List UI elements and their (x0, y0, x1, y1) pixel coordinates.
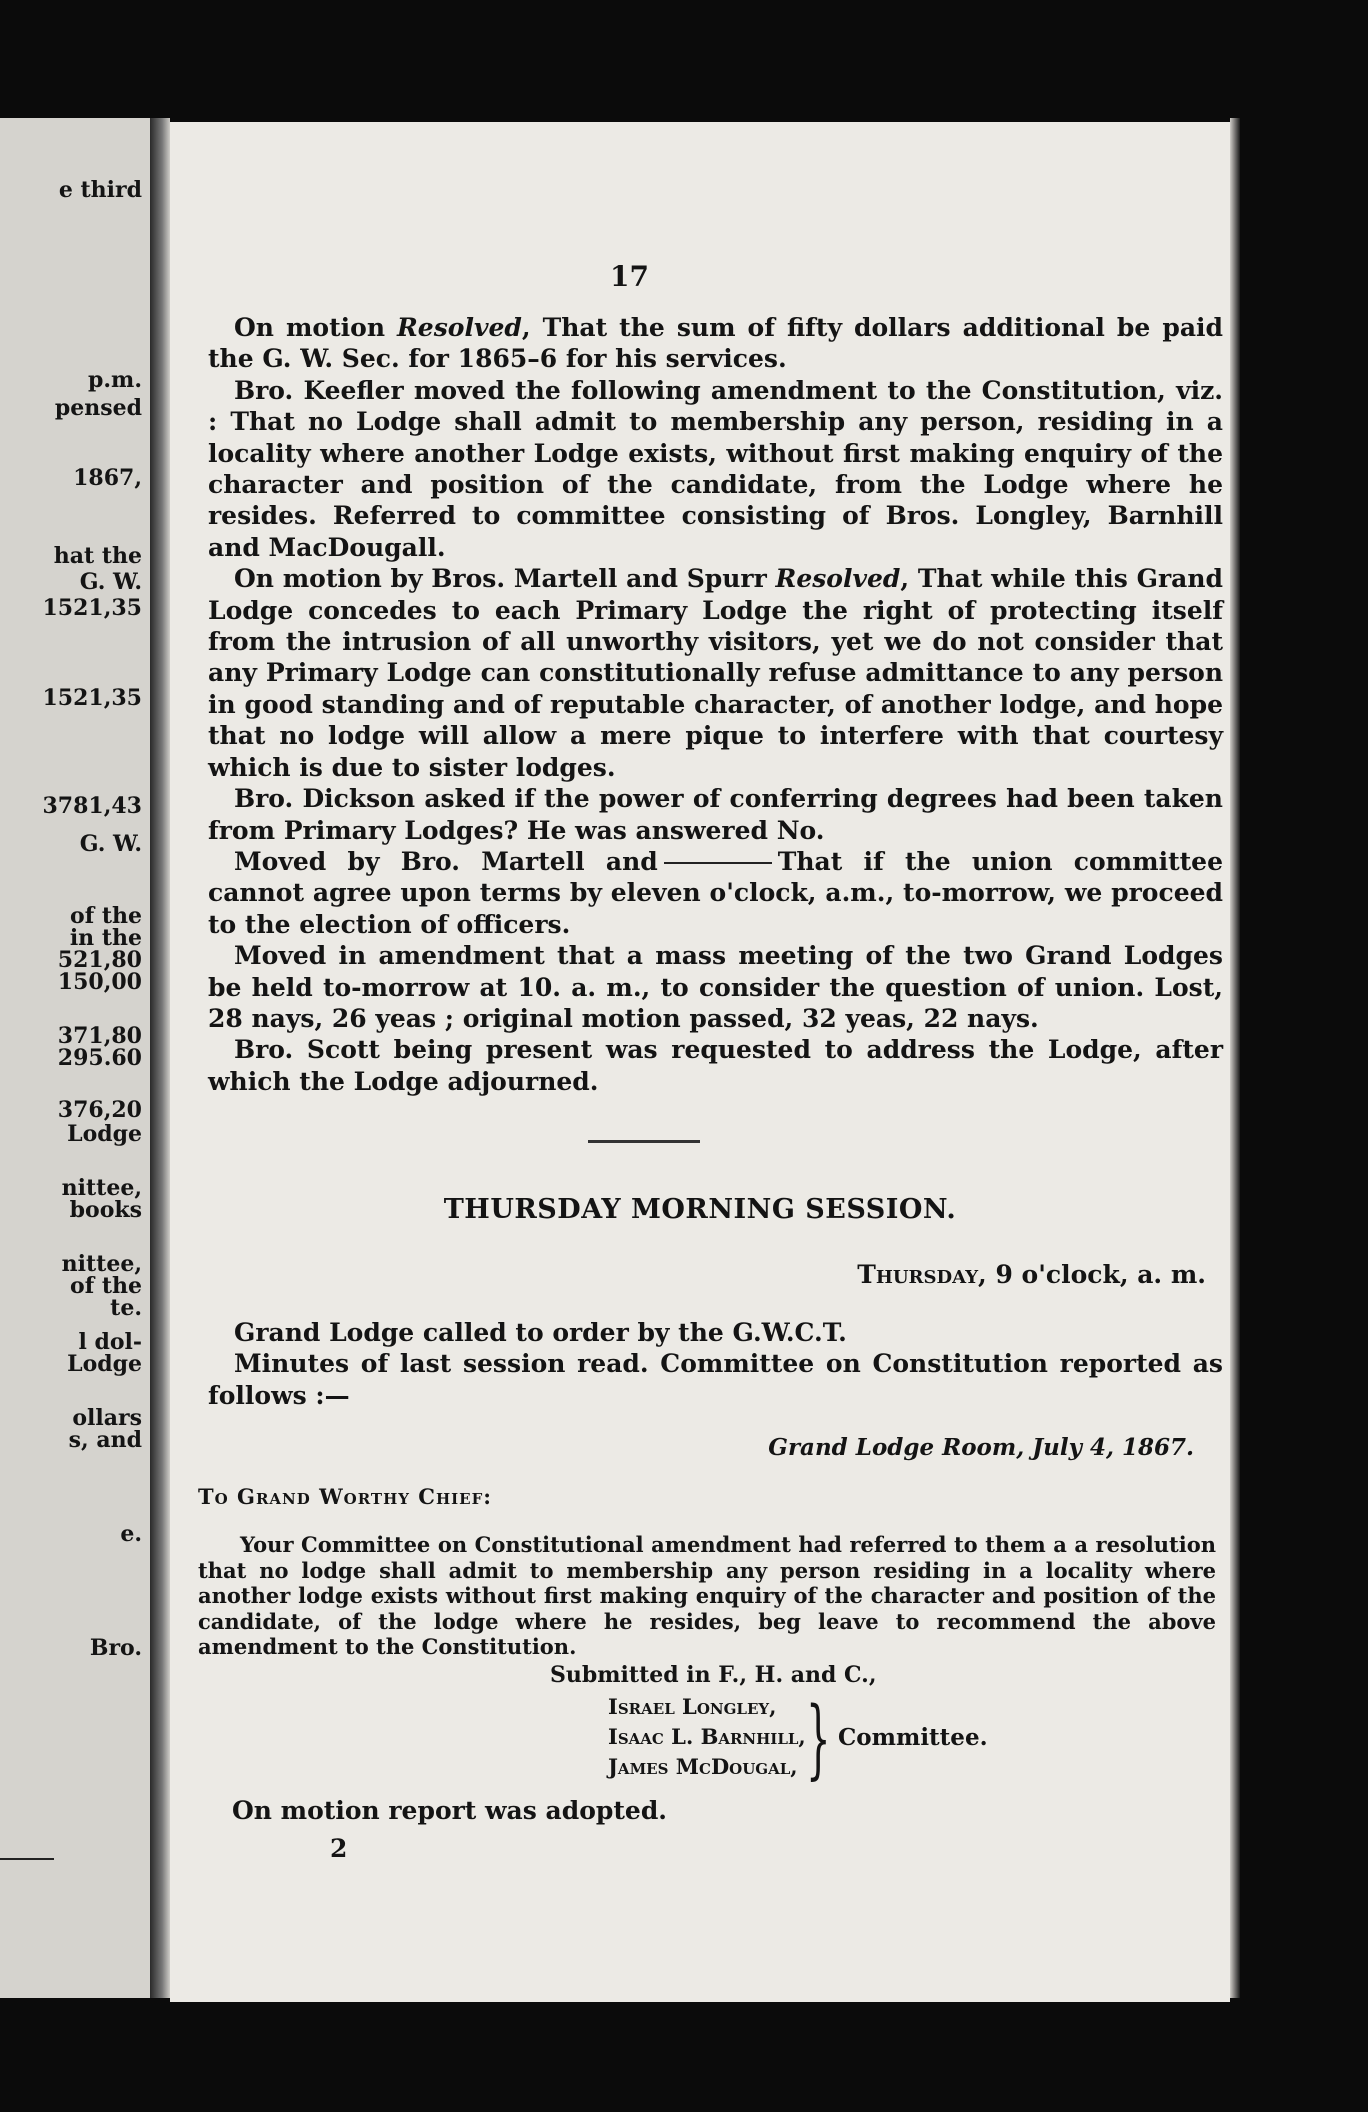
facing-page-text: G. W. (79, 569, 142, 595)
facing-page-fragment (0, 118, 150, 1998)
facing-page-text: l dol- (78, 1329, 142, 1355)
text-run: Moved by Bro. Martell and (234, 846, 658, 876)
book-gutter (150, 118, 170, 1998)
text-run: Moved in amendment that a mass meeting of the two Grand Lodges be held to-morrow at 10. a. m., to consider the question of union. Lost, 28 nays, 26 yeas ; original motion passed, 32 yeas, 22 nays. (208, 941, 1223, 1033)
paragraph-p5 (208, 846, 1223, 940)
facing-page-text: Lodge (67, 1121, 142, 1147)
facing-page-text: 295.60 (57, 1045, 142, 1071)
facing-page-text: pensed (54, 395, 142, 421)
text-run: That if the union committee cannot agree upon terms by eleven o'clock, a.m., to-morrow, we proceed to the election of officers. (208, 846, 1223, 939)
session-body (208, 1317, 1223, 1411)
page-edge-shadow (1230, 118, 1240, 1998)
facing-page-text: e third (58, 177, 142, 203)
committee-report: Your Committee on Constitutional amendment had referred to them a a resolution that no lodge shall admit to membership any person residing in a locality where another lodge exists without first making enquiry of the character and position of the candidate, of the lodge where he resides, beg leave to recommend the above amendment to the Constitution. (198, 1532, 1216, 1659)
facing-page-text: 521,80 (57, 947, 142, 973)
signer-name: James McDougal, (608, 1754, 798, 1779)
facing-page-text: ollars (72, 1405, 142, 1431)
document-page: 17 On motion Resolved, That the sum of fifty dollars additional be paid the G. W. Sec. for 1865–6 for his services. Bro. Keefler moved the following amendment to the Constitution, viz. : That no Lodge shall admit to membership any person, residing in a locality where another Lodge exists, without first making enquiry of the character and position of the candidate, from the Lodge where he resides. Referred to committee consisting of Bros. Longley, Barnhill and MacDougall. On motion by Bros. Martell and Spurr Resolved, That while this Grand Lodge concedes to each Primary Lodge the right of protecting itself from the intrusion of all unworthy visitors, yet we do not consider that any Primary Lodge can constitutionally refuse admittance to any person in good standing and of reputable character, of another lodge, and hope that no lodge will allow a mere pique to interfere with that courtesy which is due to sister lodges. Bro. Dickson asked if the power of conferring degrees had been taken from Primary Lodges? He was answered No. Moved by Bro. Martell and That if the union committee cannot agree upon terms by eleven o'clock, a.m., to-morrow, we proceed to the election of officers. Moved in amendment that a mass meeting of the two Grand Lodges be held to-morrow at 10. a. m., to consider the question of union. Lost, 28 nays, 26 yeas ; original motion passed, 32 yeas, 22 nays. Bro. Scott being present was requested to address the Lodge, after which the Lodge adjourned. THURSDAY MORNING SESSION. Thursday, 9 o'clock, a. m. Grand Lodge called to order by the G.W.C.T. Minutes of last session read. Committee on Constitution reported as follows :— Grand Lodge Room, July 4, 1867. To Grand Worthy Chief: Your Committee on Constitutional amendment had referred to them a a resolution that no lodge shall admit to membership any person residing in a locality where another lodge exists without first making enquiry of the character and position of the candidate, of the lodge where he resides, beg leave to recommend the above amendment to the Constitution. Submitted in F., H. and C., Israel Longley, Isaac L. Barnhill, James McDougal, } Committee. On motion report was adopted. 2 (170, 122, 1230, 2002)
italic-term: Resolved (775, 564, 901, 594)
facing-page-text: nittee, (61, 1251, 142, 1277)
facing-page-text: of the (70, 1273, 142, 1299)
session-heading: THURSDAY MORNING SESSION. (443, 1194, 957, 1225)
facing-page-text: 1521,35 (42, 685, 142, 711)
facing-page-text: Lodge (67, 1351, 142, 1377)
facing-page-text: in the (69, 925, 142, 951)
paragraph-p4 (208, 783, 1223, 846)
paragraph-minutes: Minutes of last session read. Committee on Constitution reported as follows :— (208, 1349, 1223, 1410)
facing-page-text: 371,80 (57, 1023, 142, 1049)
facing-page-text: 376,20 (57, 1097, 142, 1123)
signer-brace: } (806, 1689, 831, 1789)
italic-term: Resolved (397, 313, 522, 342)
facing-page-text: nittee, (61, 1175, 142, 1201)
signer-list (608, 1692, 806, 1782)
facing-page-text: of the (70, 903, 142, 929)
paragraph-p3 (208, 563, 1223, 783)
facing-page-text: p.m. (88, 367, 142, 393)
text-run: On motion by Bros. Martell and Spurr (234, 564, 776, 594)
signer-name: Isaac L. Barnhill, (608, 1724, 806, 1749)
closing-motion: On motion report was adopted. (232, 1796, 668, 1825)
facing-page-text: te. (110, 1295, 142, 1321)
facing-page-text: Bro. (89, 1635, 142, 1661)
facing-page-text: e. (120, 1521, 142, 1547)
signer-name: Israel Longley, (608, 1694, 777, 1719)
facing-page-rule (0, 1858, 54, 1860)
facing-page-text: hat the (53, 543, 142, 569)
blank-dash (664, 862, 772, 864)
text-run: Bro. Dickson asked if the power of conferring degrees had been taken from Primary Lodges? He was answered No. (208, 784, 1223, 845)
submitted-line: Submitted in F., H. and C., (550, 1662, 877, 1688)
signature-mark: 2 (330, 1834, 348, 1863)
facing-page-text: 1521,35 (42, 595, 142, 621)
paragraph-p7 (208, 1034, 1223, 1097)
text-run: On motion (234, 313, 398, 342)
session-day: Thursday (857, 1260, 979, 1289)
paragraph-p6 (208, 940, 1223, 1034)
session-hour: , 9 o'clock, a. m. (978, 1260, 1206, 1289)
letter-salutation: To Grand Worthy Chief: (198, 1484, 493, 1509)
text-run: , That the sum of fifty dollars additional be paid the G. W. Sec. for 1865–6 for his services. (208, 313, 1223, 374)
facing-page-text: 1867, (73, 465, 142, 491)
section-divider (588, 1140, 700, 1143)
facing-page-text: 3781,43 (42, 793, 142, 819)
text-run: , That while this Grand Lodge concedes to each Primary Lodge the right of protecting itself from the intrusion of all unworthy visitors, yet we do not consider that any Primary Lodge can constitutionally refuse admittance to any person in good standing and of reputable character, of another lodge, and hope that no lodge will allow a mere pique to interfere with that courtesy which is due to sister lodges. (208, 564, 1223, 782)
paragraph-call-to-order: Grand Lodge called to order by the G.W.C.T. (234, 1318, 847, 1347)
text-run: Bro. Keefler moved the following amendment to the Constitution, viz. : That no Lodge shall admit to membership any person, residing in a locality where another Lodge exists, without first making enquiry of the character and position of the candidate, from the Lodge where he resides. Referred to committee consisting of Bros. Longley, Barnhill and MacDougall. (208, 375, 1223, 562)
facing-page-text: 150,00 (57, 969, 142, 995)
session-time (857, 1260, 1206, 1289)
paragraph-p2 (208, 375, 1223, 563)
facing-page-text: s, and (68, 1427, 142, 1453)
facing-page-text: G. W. (79, 831, 142, 857)
letter-dateline: Grand Lodge Room, July 4, 1867. (768, 1434, 1194, 1461)
minutes-body (208, 312, 1223, 1097)
text-run: Bro. Scott being present was requested to address the Lodge, after which the Lodge adjourned. (208, 1035, 1223, 1096)
facing-page-text: books (69, 1197, 142, 1223)
committee-label: Committee. (838, 1724, 988, 1751)
paragraph-p1 (208, 312, 1223, 375)
